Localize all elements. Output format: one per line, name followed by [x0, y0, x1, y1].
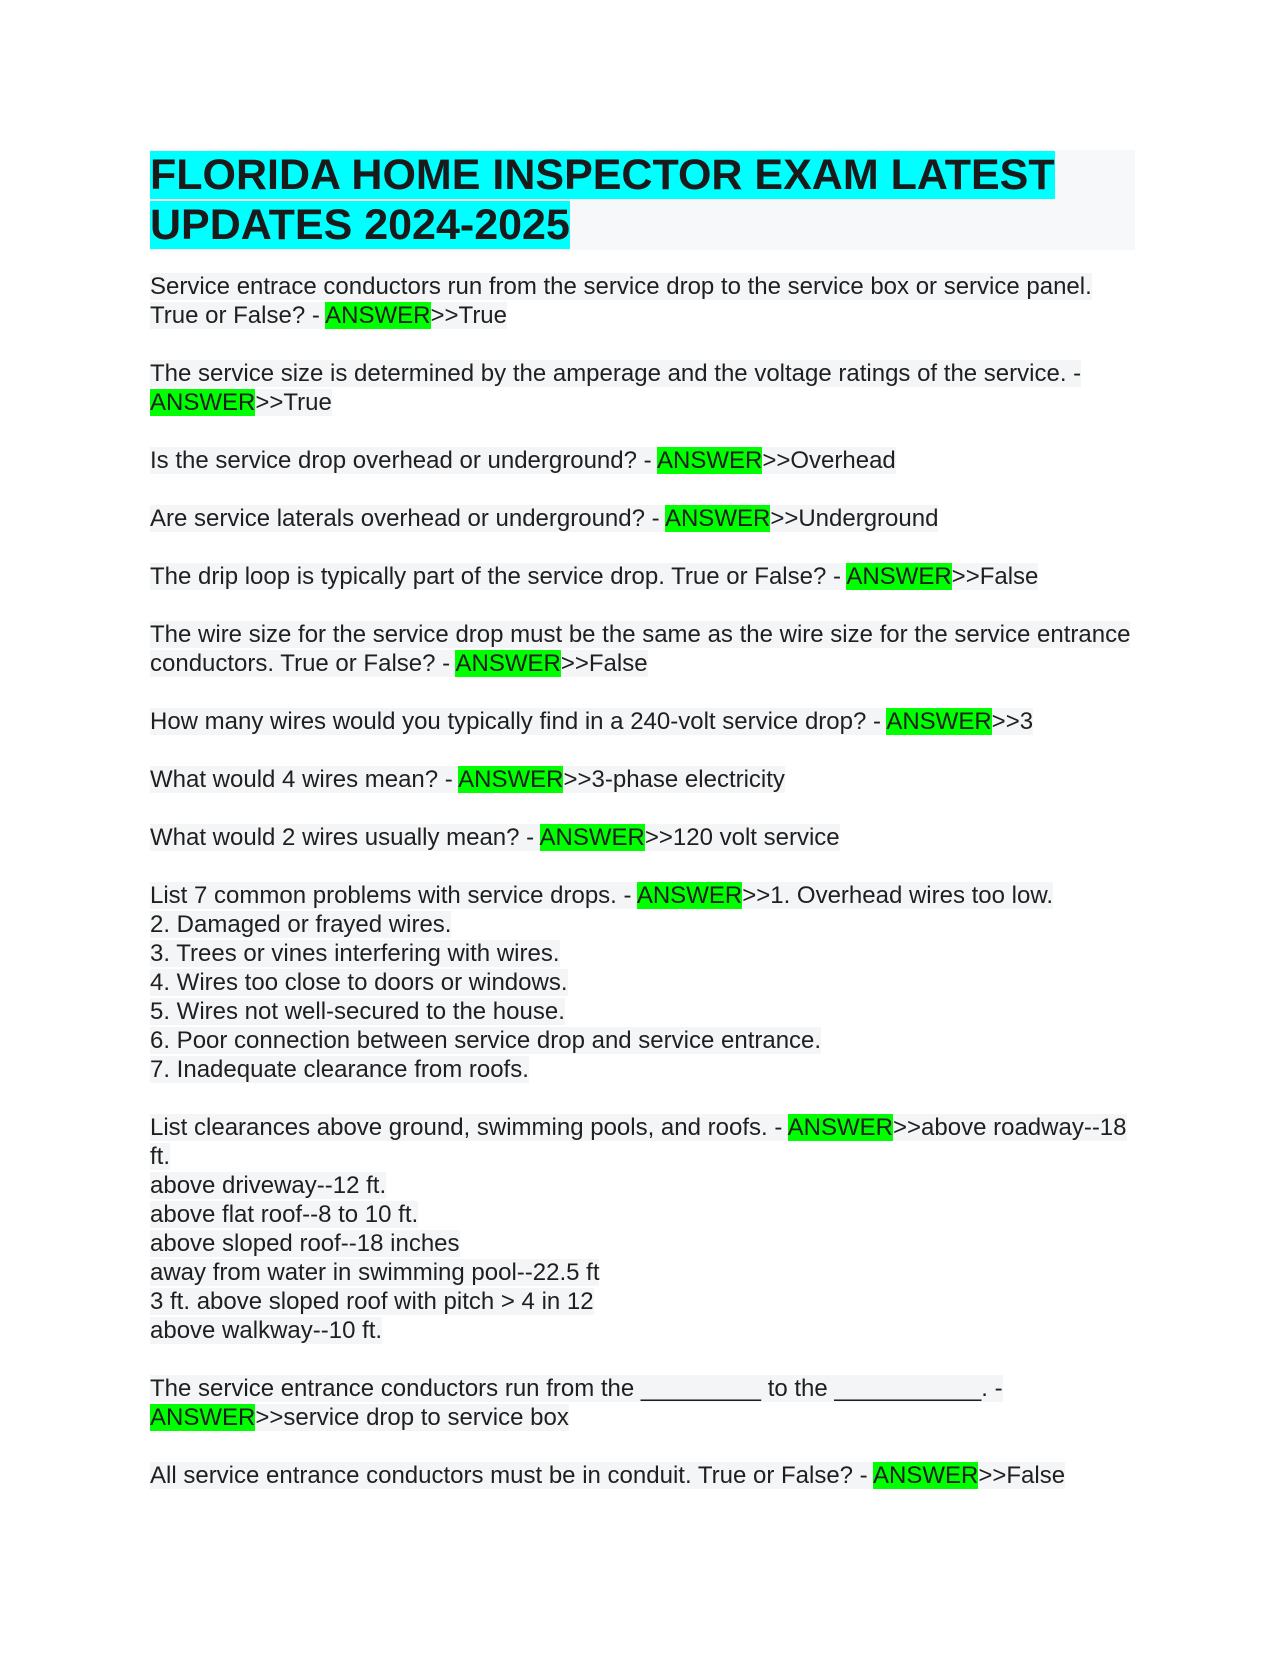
- qa-list: [150, 272, 1135, 1490]
- answer-line: 3. Trees or vines interfering with wires.: [150, 940, 560, 967]
- qa-item: [150, 1461, 1135, 1490]
- answer-text: >>3: [991, 708, 1034, 735]
- qa-text: [150, 563, 1038, 590]
- qa-text: [150, 447, 896, 474]
- qa-text: [150, 273, 1092, 329]
- qa-text: [150, 505, 938, 532]
- question-text: Are service laterals overhead or underground? -: [150, 505, 665, 532]
- question-text: List clearances above ground, swimming pools, and roofs. -: [150, 1114, 788, 1141]
- answer-text: >>service drop to service box: [255, 1404, 569, 1431]
- answer-label: ANSWER: [656, 447, 763, 474]
- question-text: Is the service drop overhead or underground? -: [150, 447, 657, 474]
- qa-item: [150, 504, 1135, 533]
- answer-label: ANSWER: [458, 766, 564, 793]
- answer-text: >>3-phase electricity: [563, 766, 785, 793]
- qa-item: [150, 823, 1135, 852]
- qa-item: [150, 881, 1135, 1084]
- answer-label: ANSWER: [455, 650, 561, 677]
- answer-label: ANSWER: [846, 563, 952, 590]
- answer-line: above driveway--12 ft.: [150, 1172, 387, 1199]
- answer-label: ANSWER: [873, 1462, 979, 1489]
- question-text: How many wires would you typically find in a 240-volt service drop? -: [150, 708, 887, 735]
- qa-item: [150, 1374, 1135, 1432]
- qa-item: [150, 272, 1135, 330]
- answer-line: 2. Damaged or frayed wires.: [150, 911, 452, 938]
- question-text: Service entrace conductors run from the service drop to the service box or service panel. True or False? -: [150, 273, 1092, 329]
- answer-text: >>Underground: [770, 505, 939, 532]
- answer-line: away from water in swimming pool--22.5 ft: [150, 1259, 600, 1286]
- qa-text: [150, 1462, 1065, 1489]
- qa-text: [150, 360, 1081, 416]
- answer-text: >>120 volt service: [644, 824, 840, 851]
- title-block: [150, 150, 1135, 250]
- answer-text: >>True: [255, 389, 332, 416]
- qa-item: [150, 620, 1135, 678]
- qa-item: [150, 1113, 1135, 1345]
- question-text: The drip loop is typically part of the service drop. True or False? -: [150, 563, 847, 590]
- answer-text: >>above roadway--18 ft.: [150, 1114, 1127, 1170]
- answer-label: ANSWER: [325, 302, 431, 329]
- question-text: The service entrance conductors run from the _________ to the ___________. -: [150, 1375, 1003, 1402]
- title-line-1: FLORIDA HOME INSPECTOR EXAM LATEST: [150, 151, 1055, 199]
- answer-label: ANSWER: [150, 389, 256, 416]
- answer-text: >>False: [978, 1462, 1066, 1489]
- answer-text: >>1. Overhead wires too low.: [742, 882, 1054, 909]
- question-text: All service entrance conductors must be in conduit. True or False? -: [150, 1462, 874, 1489]
- qa-item: [150, 765, 1135, 794]
- answer-line: 4. Wires too close to doors or windows.: [150, 969, 568, 996]
- answer-label: ANSWER: [539, 824, 645, 851]
- page-title: [150, 150, 1135, 250]
- question-text: What would 2 wires usually mean? -: [150, 824, 540, 851]
- qa-item: [150, 446, 1135, 475]
- qa-text: [150, 882, 1053, 909]
- answer-label: ANSWER: [664, 505, 771, 532]
- qa-text: [150, 824, 840, 851]
- answer-label: ANSWER: [636, 882, 743, 909]
- qa-text: [150, 766, 785, 793]
- question-text: The service size is determined by the amperage and the voltage ratings of the service. -: [150, 360, 1082, 387]
- answer-line: 7. Inadequate clearance from roofs.: [150, 1056, 529, 1083]
- question-text: What would 4 wires mean? -: [150, 766, 459, 793]
- answer-text: >>True: [430, 302, 508, 329]
- answer-text: >>False: [951, 563, 1039, 590]
- qa-text: [150, 708, 1033, 735]
- qa-item: [150, 707, 1135, 736]
- answer-line: 3 ft. above sloped roof with pitch > 4 in 12: [150, 1288, 594, 1315]
- qa-text: [150, 1375, 1003, 1431]
- question-text: List 7 common problems with service drops. -: [150, 882, 637, 909]
- answer-line: above flat roof--8 to 10 ft.: [150, 1201, 419, 1228]
- answer-line: above walkway--10 ft.: [150, 1317, 383, 1344]
- question-text: The wire size for the service drop must be the same as the wire size for the service entrance conductors. True or False? -: [150, 621, 1131, 677]
- answer-text: >>Overhead: [762, 447, 896, 474]
- answer-line: 6. Poor connection between service drop and service entrance.: [150, 1027, 822, 1054]
- answer-label: ANSWER: [150, 1404, 256, 1431]
- answer-line: above sloped roof--18 inches: [150, 1230, 460, 1257]
- qa-item: [150, 562, 1135, 591]
- title-line-2: UPDATES 2024-2025: [150, 201, 570, 249]
- answer-text: >>False: [560, 650, 648, 677]
- qa-text: [150, 1114, 1127, 1170]
- answer-line: 5. Wires not well-secured to the house.: [150, 998, 565, 1025]
- answer-label: ANSWER: [787, 1114, 894, 1141]
- answer-label: ANSWER: [886, 708, 992, 735]
- qa-item: [150, 359, 1135, 417]
- document-page: [150, 150, 1135, 1519]
- qa-text: [150, 621, 1130, 677]
